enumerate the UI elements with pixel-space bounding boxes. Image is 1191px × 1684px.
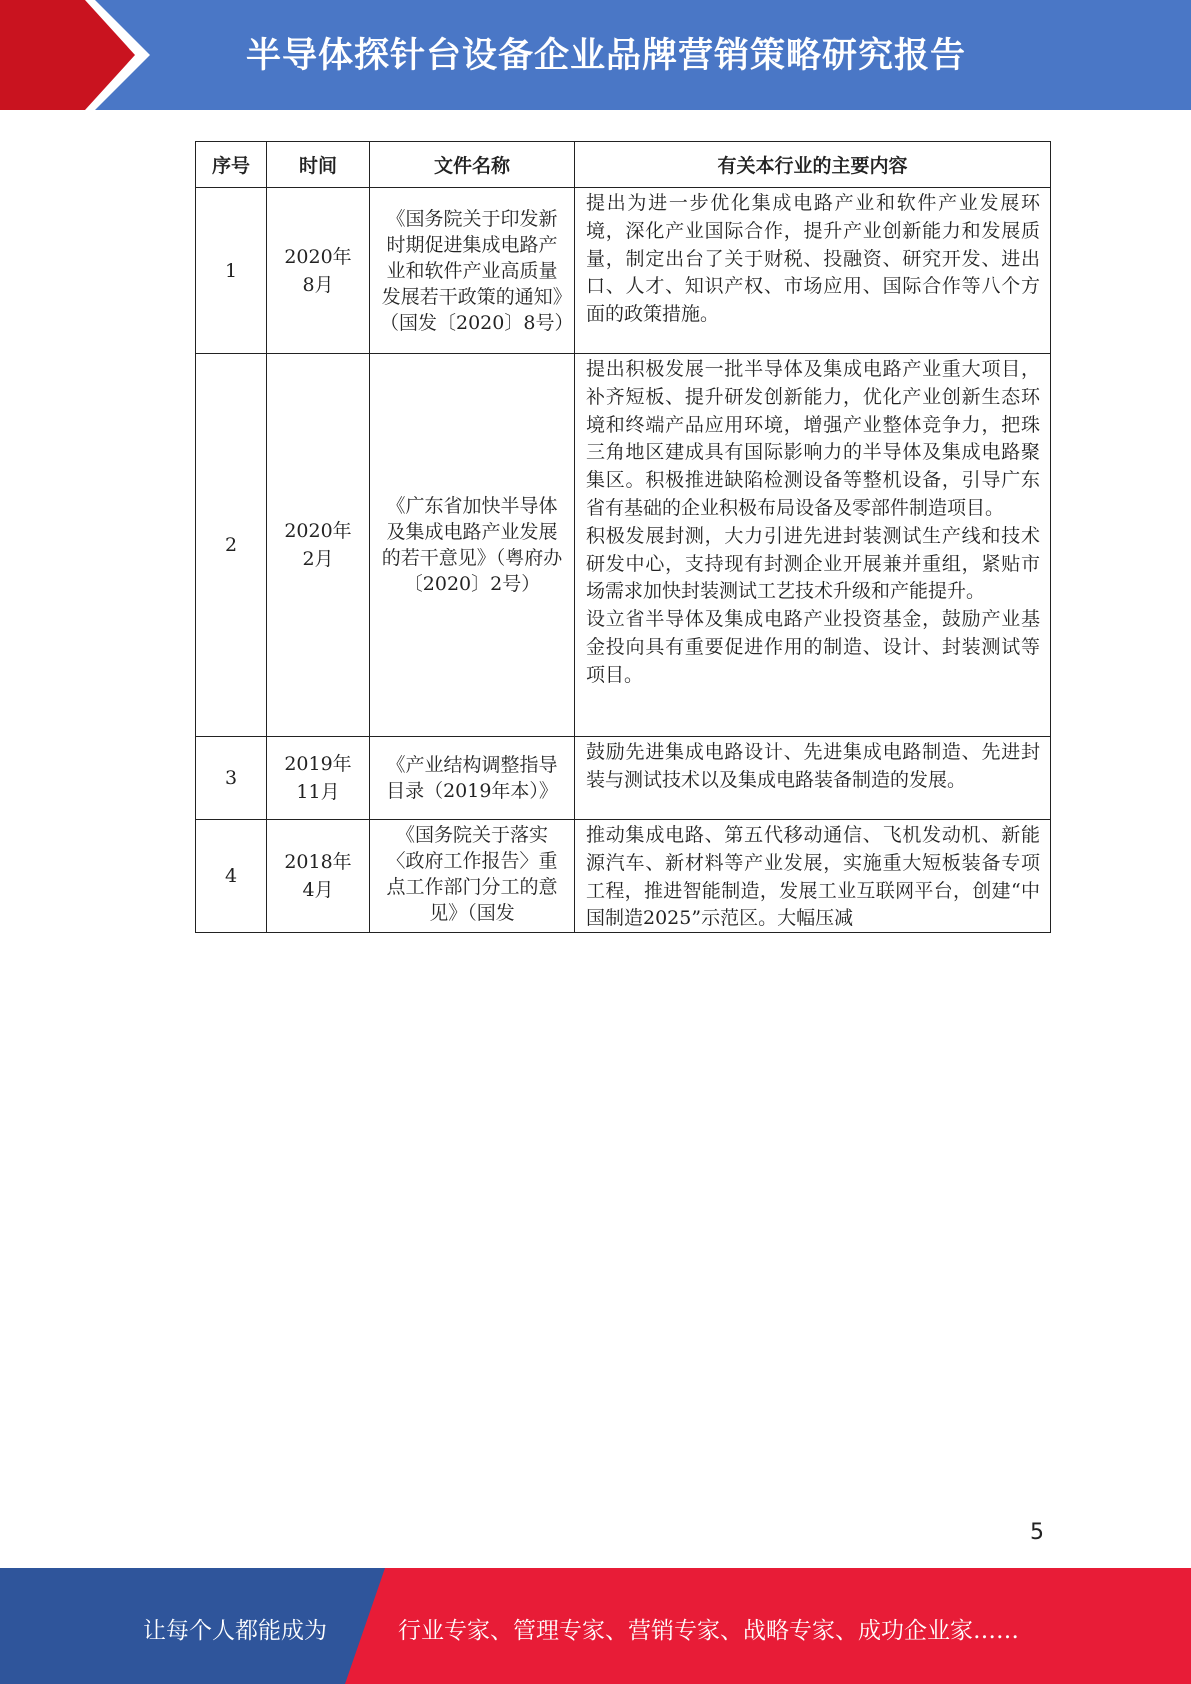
header-chevron-decoration <box>0 0 150 110</box>
row-time-month: 8月 <box>302 273 334 296</box>
row-index: 2 <box>196 354 267 737</box>
content-paragraph: 推动集成电路、第五代移动通信、飞机发动机、新能源汽车、新材料等产业发展，实施重大短板装备专项工程，推进智能制造，发展工业互联网平台，创建“中国制造2025”示范区。大幅压减 <box>586 824 1040 930</box>
content-paragraph: 积极发展封测，大力引进先进封装测试生产线和技术研发中心，支持现有封测企业开展兼并重组，紧贴市场需求加快封装测试工艺技术升级和产能提升。 <box>586 524 1040 603</box>
row-file-name: 《广东省加快半导体及集成电路产业发展的若干意见》（粤府办〔2020〕2号） <box>370 354 575 737</box>
row-content <box>575 737 1051 820</box>
content-paragraph: 提出为进一步优化集成电路产业和软件产业发展环境，深化产业国际合作，提升产业创新能力和发展质量，制定出台了关于财税、投融资、研究开发、进出口、人才、知识产权、市场应用、国际合作等八个方面的政策措施。 <box>586 192 1040 326</box>
table-row <box>196 820 1051 933</box>
content-paragraph: 设立省半导体及集成电路产业投资基金，鼓励产业基金投向具有重要促进作用的制造、设计、封装测试等项目。 <box>586 608 1040 686</box>
table-header-row <box>196 142 1051 188</box>
content-paragraph: 提出积极发展一批半导体及集成电路产业重大项目，补齐短板、提升研发创新能力，优化产业创新生态环境和终端产品应用环境，增强产业整体竞争力，把珠三角地区建成具有国际影响力的半导体及集成电路聚集区。积极推进缺陷检测设备等整机设备，引导广东省有基础的企业积极布局设备及零部件制造项目。 <box>586 358 1040 519</box>
footer-slogan-left: 让每个人都能成为 <box>143 1618 327 1644</box>
row-index: 1 <box>196 188 267 354</box>
header-time: 时间 <box>267 142 370 188</box>
content-paragraph: 鼓励先进集成电路设计、先进集成电路制造、先进封装与测试技术以及集成电路装备制造的发展。 <box>586 741 1040 791</box>
header-file-name: 文件名称 <box>370 142 575 188</box>
row-time <box>267 820 370 933</box>
table-row <box>196 354 1051 737</box>
row-time <box>267 737 370 820</box>
header-main-content: 有关本行业的主要内容 <box>575 142 1051 188</box>
row-index: 4 <box>196 820 267 933</box>
page-title: 半导体探针台设备企业品牌营销策略研究报告 <box>246 36 967 76</box>
row-time <box>267 354 370 737</box>
row-file-name <box>370 820 575 933</box>
page-number: 5 <box>1030 1520 1044 1545</box>
row-content <box>575 820 1051 933</box>
row-time <box>267 188 370 354</box>
row-file-name: 《国务院关于印发新时期促进集成电路产业和软件产业高质量发展若干政策的通知》（国发〔2020〕8号） <box>370 188 575 354</box>
row-content <box>575 188 1051 354</box>
row-time-year: 2020年 <box>284 245 352 268</box>
table-row <box>196 737 1051 820</box>
footer-slogan-right: 行业专家、管理专家、营销专家、战略专家、成功企业家…… <box>398 1618 1019 1644</box>
header-banner <box>0 0 1191 110</box>
row-index: 3 <box>196 737 267 820</box>
row-time-year: 2020年 <box>284 520 352 542</box>
row-content <box>575 354 1051 737</box>
row-time-month: 11月 <box>296 781 340 803</box>
row-file-name: 《产业结构调整指导目录（2019年本）》 <box>370 737 575 820</box>
row-time-year: 2018年 <box>284 851 352 873</box>
row-time-year: 2019年 <box>284 753 352 775</box>
table-row <box>196 188 1051 354</box>
policy-table <box>195 141 1051 933</box>
row-time-month: 4月 <box>302 879 334 901</box>
row-file-name-text: 《国务院关于落实〈政府工作报告〉重点工作部门分工的意见》（国发 <box>386 824 558 924</box>
row-time-month: 2月 <box>302 548 334 570</box>
header-index: 序号 <box>196 142 267 188</box>
